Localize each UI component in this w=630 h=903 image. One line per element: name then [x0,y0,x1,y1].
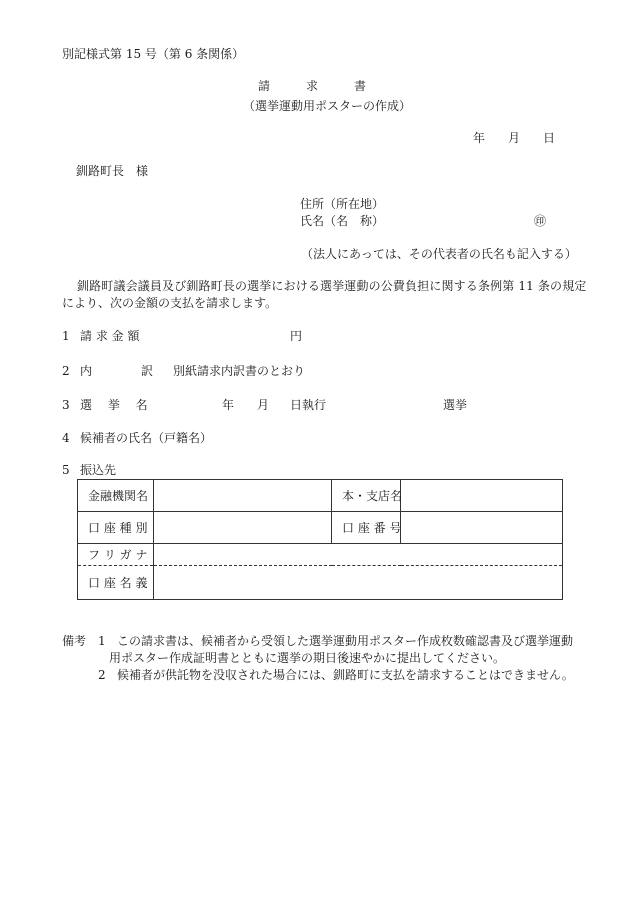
item5-label: 振込先 [80,463,117,477]
account-number-label: 口 座 番 号 [332,512,401,544]
bank-name-field[interactable] [154,480,332,512]
item3-label: 選 挙 名 [80,398,148,412]
claimant-note: （法人にあっては、その代表者の氏名も記入する） [301,247,577,261]
item1-label: 請 求 金 額 [80,329,140,343]
document-title: 請 求 書 [258,79,367,93]
seal-mark: ㊞ [534,214,547,228]
remarks-label: 備考 [62,634,87,648]
item2-label-b: 訳 [141,364,154,378]
item1-unit: 円 [290,329,303,343]
item5-number: 5 [62,463,70,477]
branch-name-field[interactable] [401,480,563,512]
bank-name-label: 金融機関名 [78,480,154,512]
item3-day: 日執行 [290,398,327,412]
item3-number: 3 [62,398,70,412]
remark2-text: 候補者が供託物を没収された場合には、釧路町に支払を請求することはできません。 [117,668,574,682]
remark1-line-1: この請求書は、候補者から受領した選挙運動用ポスター作成枚数確認書及び選挙運動 [117,634,574,648]
remark1-number: 1 [98,634,106,648]
account-type-label: 口 座 種 別 [78,512,154,544]
body-line-2: により、次の金額の支払を請求します。 [62,296,278,310]
account-type-field[interactable] [154,512,332,544]
item2-label-a: 内 [80,364,93,378]
branch-name-label: 本・支店名 [332,480,401,512]
account-holder-field[interactable] [154,566,563,600]
account-number-field[interactable] [401,512,563,544]
date-day: 日 [543,131,556,145]
bank-transfer-table [77,479,563,600]
item2-value: 別紙請求内訳書のとおり [173,364,306,378]
remark1-line-2: 用ポスター作成証明書とともに選挙の期日後速やかに提出してください。 [109,651,506,665]
date-year: 年 [473,131,486,145]
remark2-number: 2 [98,668,106,682]
item4-label: 候補者の氏名（戸籍名） [80,431,213,445]
furigana-field[interactable] [154,544,563,566]
account-holder-label: 口 座 名 義 [78,566,154,600]
address-label: 住所（所在地） [300,197,385,211]
item3-year: 年 [222,398,235,412]
date-month: 月 [508,131,521,145]
document-subtitle: （選挙運動用ポスターの作成） [243,99,412,113]
item3-suffix: 選挙 [443,398,468,412]
name-label: 氏名（名 称） [300,214,385,228]
item1-number: 1 [62,329,70,343]
addressee: 釧路町長 様 [76,164,149,178]
form-number: 別記様式第 15 号（第 6 条関係） [62,47,245,61]
body-line-1: 釧路町議会議員及び釧路町長の選挙における選挙運動の公費負担に関する条例第 11 条の規定 [77,279,587,293]
furigana-label: フ リ ガ ナ [78,544,154,566]
item2-number: 2 [62,364,70,378]
item4-number: 4 [62,431,70,445]
item3-month: 月 [257,398,270,412]
